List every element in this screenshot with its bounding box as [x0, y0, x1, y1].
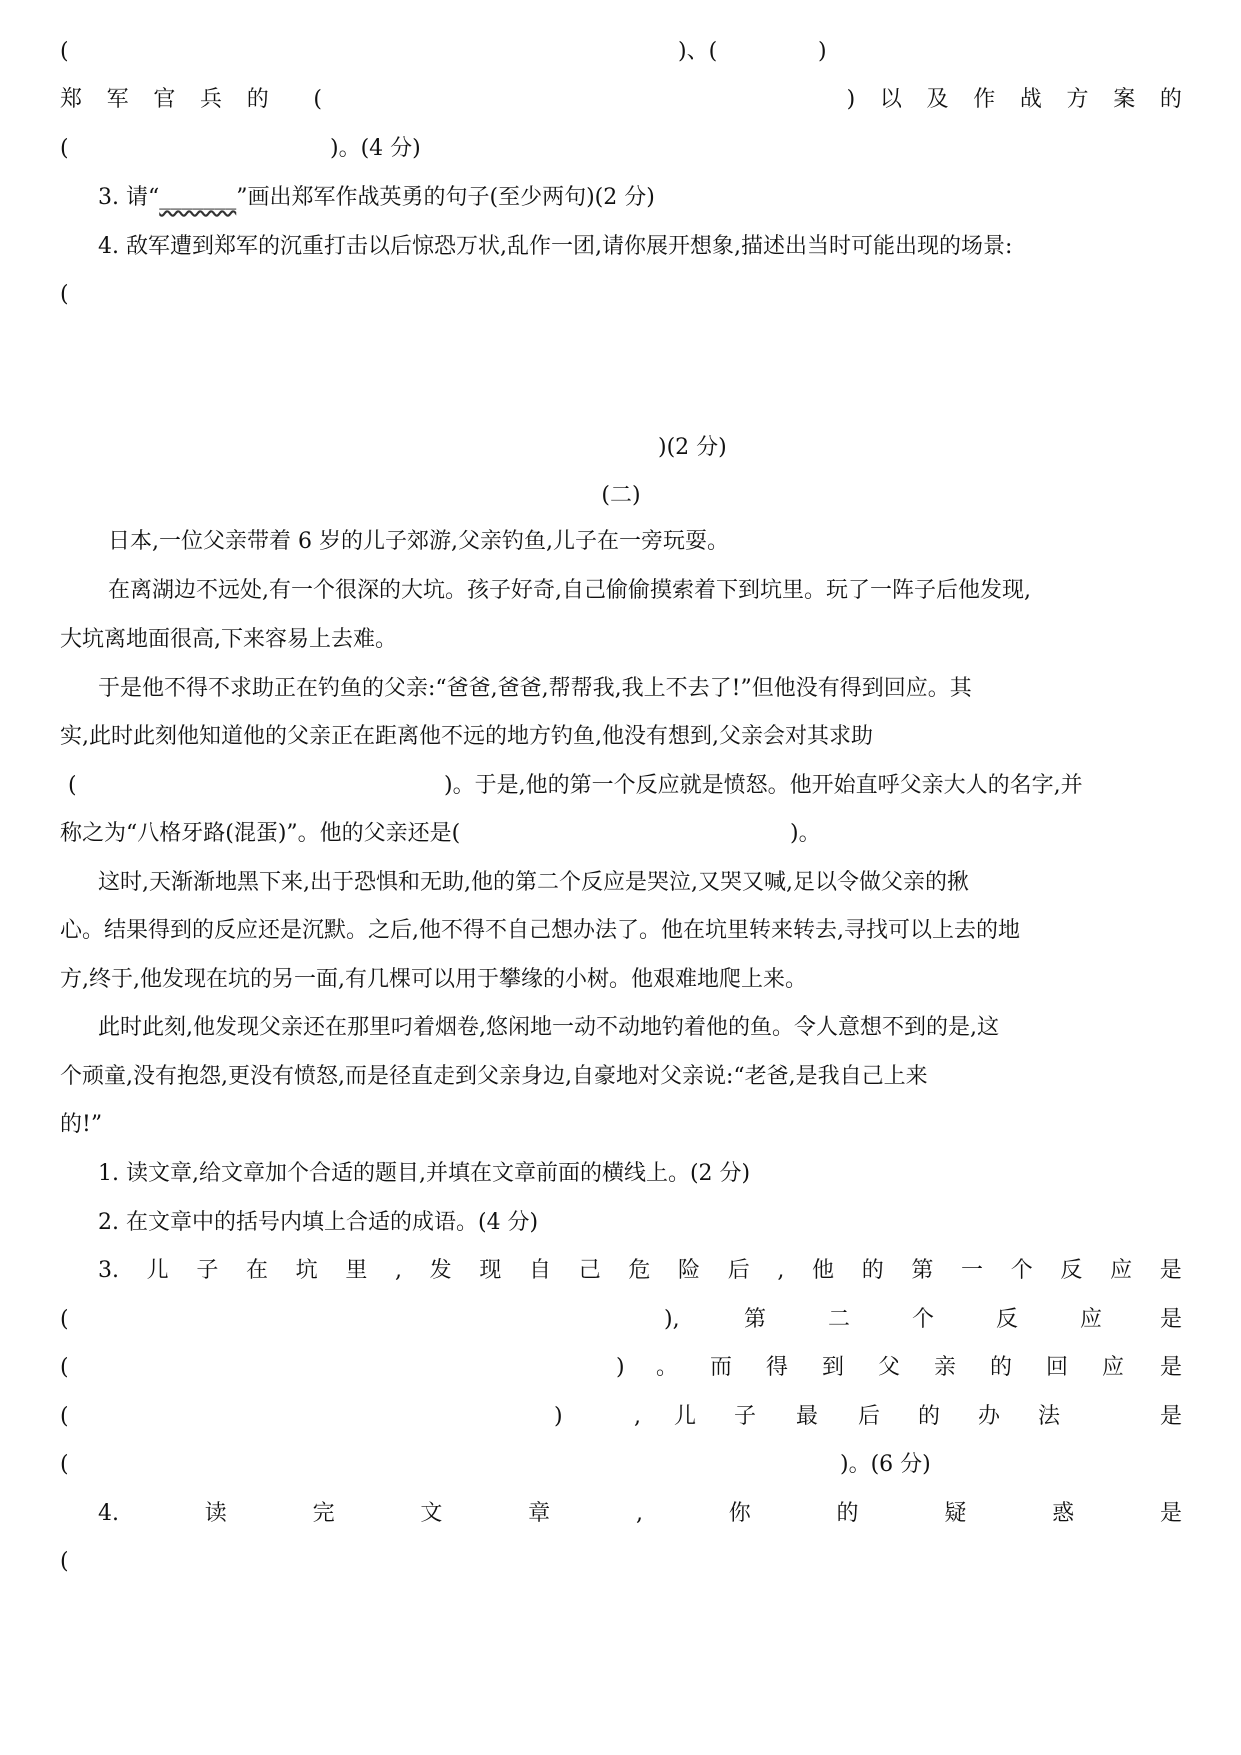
- char: 军: [106, 87, 129, 112]
- char: 惑: [1052, 1501, 1075, 1526]
- char: ,: [635, 1501, 643, 1526]
- paren-join: )、(: [678, 39, 718, 64]
- paragraph-5-line-3: 的!”: [60, 1112, 103, 1137]
- char: 文: [420, 1501, 443, 1526]
- char: 现: [479, 1258, 502, 1283]
- question-1: 1. 读文章,给文章加个合适的题目,并填在文章前面的横线上。(2 分): [98, 1161, 751, 1186]
- char: 最: [796, 1404, 819, 1429]
- char: 第: [911, 1258, 934, 1283]
- char: 的: [836, 1501, 859, 1526]
- blank-open: (: [60, 1307, 69, 1332]
- char: 的: [1159, 87, 1182, 112]
- char: 。: [656, 1355, 679, 1380]
- char: 而: [710, 1355, 733, 1380]
- blank-open: (: [60, 1452, 69, 1477]
- blank-open: (: [60, 1404, 69, 1429]
- paragraph-4-line-1: 这时,天渐渐地黑下来,出于恐惧和无助,他的第二个反应是哭泣,又哭又喊,足以令做父亲的揪: [98, 870, 969, 895]
- paragraph-5-line-2: 个顽童,没有抱怨,更没有愤怒,而是径直走到父亲身边,自豪地对父亲说:“老爸,是我自己上来: [60, 1064, 928, 1089]
- paren-open: (: [60, 39, 69, 64]
- char: 的: [990, 1355, 1013, 1380]
- paragraph-3-line-3: [60, 768, 1182, 804]
- char: 得: [766, 1355, 789, 1380]
- char: 在: [246, 1258, 269, 1283]
- blank-close: )。: [790, 821, 821, 846]
- question-3-line-5: [60, 1447, 1182, 1483]
- char: 险: [678, 1258, 701, 1283]
- char: 应: [1110, 1258, 1133, 1283]
- char: 儿: [146, 1258, 169, 1283]
- answer-row-2: [60, 82, 1182, 118]
- answer-open-paren: (: [60, 282, 69, 307]
- question-2: 2. 在文章中的括号内填上合适的成语。(4 分): [98, 1210, 539, 1235]
- char: 办: [978, 1404, 1001, 1429]
- char: 子: [734, 1404, 757, 1429]
- blank-close: ): [554, 1404, 563, 1429]
- char: 己: [578, 1258, 601, 1283]
- char: 回: [1046, 1355, 1069, 1380]
- char: 第: [744, 1307, 767, 1332]
- char: 作: [973, 87, 996, 112]
- blank-close: ): [846, 87, 856, 112]
- char: 自: [529, 1258, 552, 1283]
- answer-row-3: [60, 131, 1182, 167]
- char: 是: [1159, 1258, 1182, 1283]
- char: 二: [828, 1307, 851, 1332]
- char: 的: [246, 87, 269, 112]
- char: 及: [926, 87, 949, 112]
- paragraph-3-line-4-text: 称之为“八格牙路(混蛋)”。他的父亲还是(: [60, 821, 461, 846]
- paren-close-score: )(2 分): [658, 435, 727, 460]
- char: 你: [728, 1501, 751, 1526]
- wavy-blank: _______: [159, 185, 237, 210]
- blank-open: (: [68, 773, 77, 798]
- char: 郑: [60, 87, 83, 112]
- blank-close: ): [616, 1355, 625, 1380]
- blank-open: (: [60, 1355, 69, 1380]
- paragraph-3-line-3-text: )。于是,他的第一个反应就是愤怒。他开始直呼父亲大人的名字,并: [444, 773, 1083, 798]
- question-3-line-4: [60, 1399, 1182, 1435]
- paragraph-1: 日本,一位父亲带着 6 岁的儿子郊游,父亲钓鱼,儿子在一旁玩耍。: [108, 529, 729, 554]
- char: 后: [858, 1404, 881, 1429]
- char: 他: [812, 1258, 835, 1283]
- paragraph-2-line-1: 在离湖边不远处,有一个很深的大坑。孩子好奇,自己偷偷摸索着下到坑里。玩了一阵子后他发现,: [108, 578, 1031, 603]
- blank-close: ),: [664, 1307, 680, 1332]
- char: 的: [918, 1404, 941, 1429]
- char: 方: [1066, 87, 1089, 112]
- question-3-rest: ”画出郑军作战英勇的句子(至少两句)(2 分): [236, 185, 655, 210]
- char: 反: [996, 1307, 1019, 1332]
- char: 儿: [674, 1404, 697, 1429]
- char: 兵: [200, 87, 223, 112]
- question-4-line-1: [98, 1496, 1182, 1532]
- question-3-line-3: [60, 1350, 1182, 1386]
- char: 疑: [944, 1501, 967, 1526]
- char: 章: [528, 1501, 551, 1526]
- char: 官: [153, 87, 176, 112]
- char: 3.: [98, 1258, 119, 1283]
- blank-open: (: [313, 87, 322, 112]
- char: 危: [628, 1258, 651, 1283]
- char: 是: [1160, 1404, 1183, 1429]
- char: 发: [429, 1258, 452, 1283]
- char: 坑: [295, 1258, 318, 1283]
- question-4-answer-open: (: [60, 1549, 69, 1574]
- question-3-line-1: [98, 1253, 1182, 1289]
- paragraph-3-line-1: 于是他不得不求助正在钓鱼的父亲:“爸爸,爸爸,帮帮我,我上不去了!”但他没有得到回应。其: [98, 676, 972, 701]
- char: 一: [961, 1258, 984, 1283]
- question-3-line-2: [60, 1302, 1182, 1338]
- char: ,: [395, 1258, 403, 1283]
- paragraph-4-line-3: 方,终于,他发现在坑的另一面,有几棵可以用于攀缘的小树。他艰难地爬上来。: [60, 967, 807, 992]
- char: 4.: [98, 1501, 119, 1526]
- char: 是: [1160, 1307, 1183, 1332]
- paragraph-5-line-1: 此时此刻,他发现父亲还在那里叼着烟卷,悠闲地一动不动地钓着他的鱼。令人意想不到的是,这: [98, 1015, 999, 1040]
- paren-close: ): [818, 39, 827, 64]
- question-4: 4. 敌军遭到郑军的沉重打击以后惊恐万状,乱作一团,请你展开想象,描述出当时可能出现的场景:: [98, 234, 1013, 259]
- char: 法: [1038, 1404, 1061, 1429]
- paragraph-3-line-2: 实,此时此刻他知道他的父亲正在距离他不远的地方钓鱼,他没有想到,父亲会对其求助: [60, 724, 873, 749]
- char: 里: [345, 1258, 368, 1283]
- char: 是: [1160, 1355, 1183, 1380]
- char: 战: [1019, 87, 1042, 112]
- question-3: [98, 180, 1182, 216]
- char: 是: [1159, 1501, 1182, 1526]
- paragraph-2-line-2: 大坑离地面很高,下来容易上去难。: [60, 627, 397, 652]
- char: 到: [822, 1355, 845, 1380]
- paren-open: (: [60, 136, 69, 161]
- char: 子: [196, 1258, 219, 1283]
- char: 反: [1060, 1258, 1083, 1283]
- char: 读: [204, 1501, 227, 1526]
- char: 以: [879, 87, 902, 112]
- paragraph-3-line-4: [60, 816, 1182, 852]
- char: ,: [777, 1258, 785, 1283]
- paren-close-score: )。(4 分): [330, 136, 421, 161]
- char: 应: [1080, 1307, 1103, 1332]
- char: 的: [861, 1258, 884, 1283]
- paragraph-4-line-2: 心。结果得到的反应还是沉默。之后,他不得不自己想办法了。他在坑里转来转去,寻找可以上去的地: [60, 918, 1020, 943]
- char: 父: [878, 1355, 901, 1380]
- char: 应: [1102, 1355, 1125, 1380]
- char: ,: [634, 1404, 641, 1429]
- blank-close-score: )。(6 分): [840, 1452, 931, 1477]
- char: 完: [312, 1501, 335, 1526]
- char: 个: [912, 1307, 935, 1332]
- char: 个: [1010, 1258, 1033, 1283]
- section-heading: (二): [601, 483, 641, 508]
- char: 亲: [934, 1355, 957, 1380]
- char: 后: [727, 1258, 750, 1283]
- answer-row-1: [60, 34, 1182, 70]
- char: 案: [1113, 87, 1136, 112]
- answer-close-paren: [60, 430, 1182, 466]
- question-3-lead: 3. 请“: [98, 185, 160, 210]
